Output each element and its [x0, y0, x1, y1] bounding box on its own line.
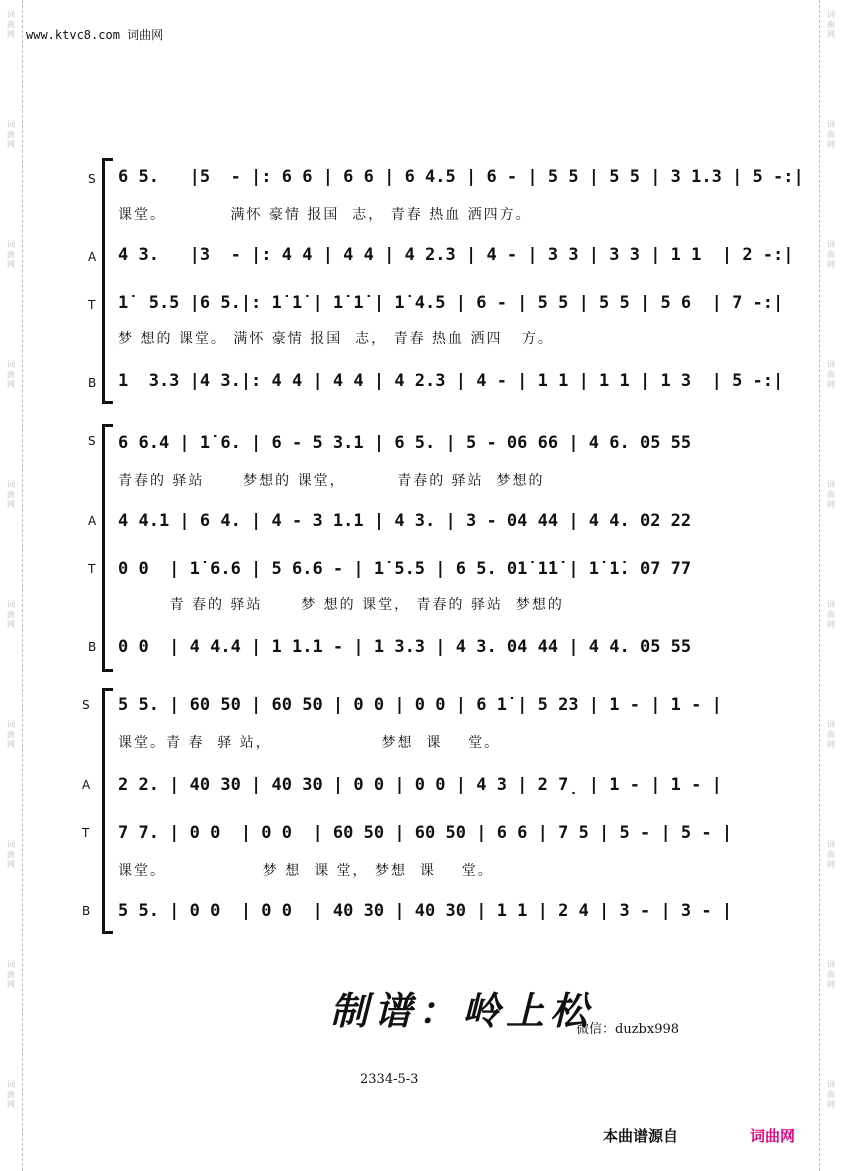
voice-label-t: T: [88, 562, 96, 576]
tenor-lyrics: 梦 想的 课堂。 满怀 豪情 报国 志， 青春 热血 洒四 方。: [118, 331, 554, 347]
soprano-notes: 6 5. |5 - |: 6 6 | 6 6 | 6 4.5 | 6 - | 5 5 | 5 5 | 3 1.3 | 5 -:|: [118, 167, 804, 187]
voice-label-a: A: [88, 514, 97, 528]
watermark: 词曲网: [827, 720, 835, 749]
left-margin-strip: [0, 0, 23, 1171]
tenor-lyrics: 课堂。 梦 想 课 堂， 梦想 课 堂。: [118, 863, 494, 879]
watermark: 词曲网: [7, 960, 15, 989]
bass-notes: 5 5. | 0 0 | 0 0 | 40 30 | 40 30 | 1 1 | 2 4 | 3 - | 3 - |: [118, 901, 733, 921]
soprano-lyrics: 青春的 驿站 梦想的 课堂， 青春的 驿站 梦想的: [118, 473, 545, 489]
arranger-signature: 制谱：岭上松: [330, 988, 595, 1033]
tenor-notes: 1̇ 5.5 |6 5.|: 1̇ 1̇ | 1̇ 1̇ | 1̇ 4.5 | 6 - | 5 5 | 5 5 | 5 6 | 7 -:|: [118, 293, 784, 313]
watermark: 词曲网: [827, 120, 835, 149]
voice-label-b: B: [88, 376, 97, 390]
voice-label-b: B: [88, 640, 97, 654]
source-label: 本曲谱源自: [603, 1127, 679, 1145]
voice-label-t: T: [82, 826, 90, 840]
soprano-notes: 6 6.4 | 1̇ 6. | 6 - 5 3.1 | 6 5. | 5 - 06 66 | 4 6. 05 55: [118, 433, 692, 453]
watermark: 词曲网: [7, 840, 15, 869]
watermark: 词曲网: [7, 360, 15, 389]
watermark: 词曲网: [7, 1080, 15, 1109]
watermark: 词曲网: [7, 720, 15, 749]
watermark: 词曲网: [827, 240, 835, 269]
voice-label-t: T: [88, 298, 96, 312]
watermark: 词曲网: [7, 10, 15, 39]
watermark: 词曲网: [827, 840, 835, 869]
soprano-lyrics: 课堂。 满怀 豪情 报国 志， 青春 热血 洒四方。: [118, 207, 532, 223]
watermark: 词曲网: [827, 960, 835, 989]
alto-notes: 2 2. | 40 30 | 40 30 | 0 0 | 0 0 | 4 3 | 2 7̣ | 1 - | 1 - |: [118, 775, 722, 795]
tenor-lyrics: 青 春的 驿站 梦 想的 课堂， 青春的 驿站 梦想的: [118, 597, 564, 613]
voice-label-a: A: [82, 778, 91, 792]
watermark: 词曲网: [7, 240, 15, 269]
site-header: www.ktvc8.com 词曲网: [26, 28, 164, 42]
watermark: 词曲网: [827, 1080, 835, 1109]
tenor-notes: 0 0 | 1̇ 6.6 | 5 6.6 - | 1̇ 5.5 | 6 5. 01̇ 1̇1̇ | 1̇ 1̇. 07 77: [118, 559, 692, 579]
watermark: 词曲网: [827, 360, 835, 389]
brand-logo[interactable]: 词曲网: [750, 1127, 796, 1145]
alto-notes: 4 3. |3 - |: 4 4 | 4 4 | 4 2.3 | 4 - | 3 3 | 3 3 | 1 1 | 2 -:|: [118, 245, 794, 265]
wechat-contact: 微信：duzbx998: [576, 1022, 680, 1037]
soprano-lyrics: 课堂。青 春 驿 站， 梦想 课 堂。: [118, 735, 501, 751]
soprano-notes: 5 5. | 60 50 | 60 50 | 0 0 | 0 0 | 6 1̇ | 5 23 | 1 - | 1 - |: [118, 695, 722, 715]
voice-label-s: S: [88, 434, 96, 448]
watermark: 词曲网: [827, 480, 835, 509]
system-bracket: [102, 158, 113, 404]
bass-notes: 0 0 | 4 4.4 | 1 1.1 - | 1 3.3 | 4 3. 04 44 | 4 4. 05 55: [118, 637, 692, 657]
voice-label-s: S: [82, 698, 90, 712]
watermark: 词曲网: [827, 10, 835, 39]
system-bracket: [102, 424, 113, 672]
voice-label-s: S: [88, 172, 96, 186]
voice-label-b: B: [82, 904, 91, 918]
tenor-notes: 7 7. | 0 0 | 0 0 | 60 50 | 60 50 | 6 6 | 7 5 | 5 - | 5 - |: [118, 823, 733, 843]
alto-notes: 4 4.1 | 6 4. | 4 - 3 1.1 | 4 3. | 3 - 04 44 | 4 4. 02 22: [118, 511, 692, 531]
watermark: 词曲网: [7, 120, 15, 149]
watermark: 词曲网: [7, 480, 15, 509]
watermark: 词曲网: [7, 600, 15, 629]
bass-notes: 1 3.3 |4 3.|: 4 4 | 4 4 | 4 2.3 | 4 - | 1 1 | 1 1 | 1 3 | 5 -:|: [118, 371, 784, 391]
score-code: 2334-5-3: [360, 1072, 419, 1087]
system-bracket: [102, 688, 113, 934]
voice-label-a: A: [88, 250, 97, 264]
watermark: 词曲网: [827, 600, 835, 629]
right-margin-strip: [819, 0, 842, 1171]
